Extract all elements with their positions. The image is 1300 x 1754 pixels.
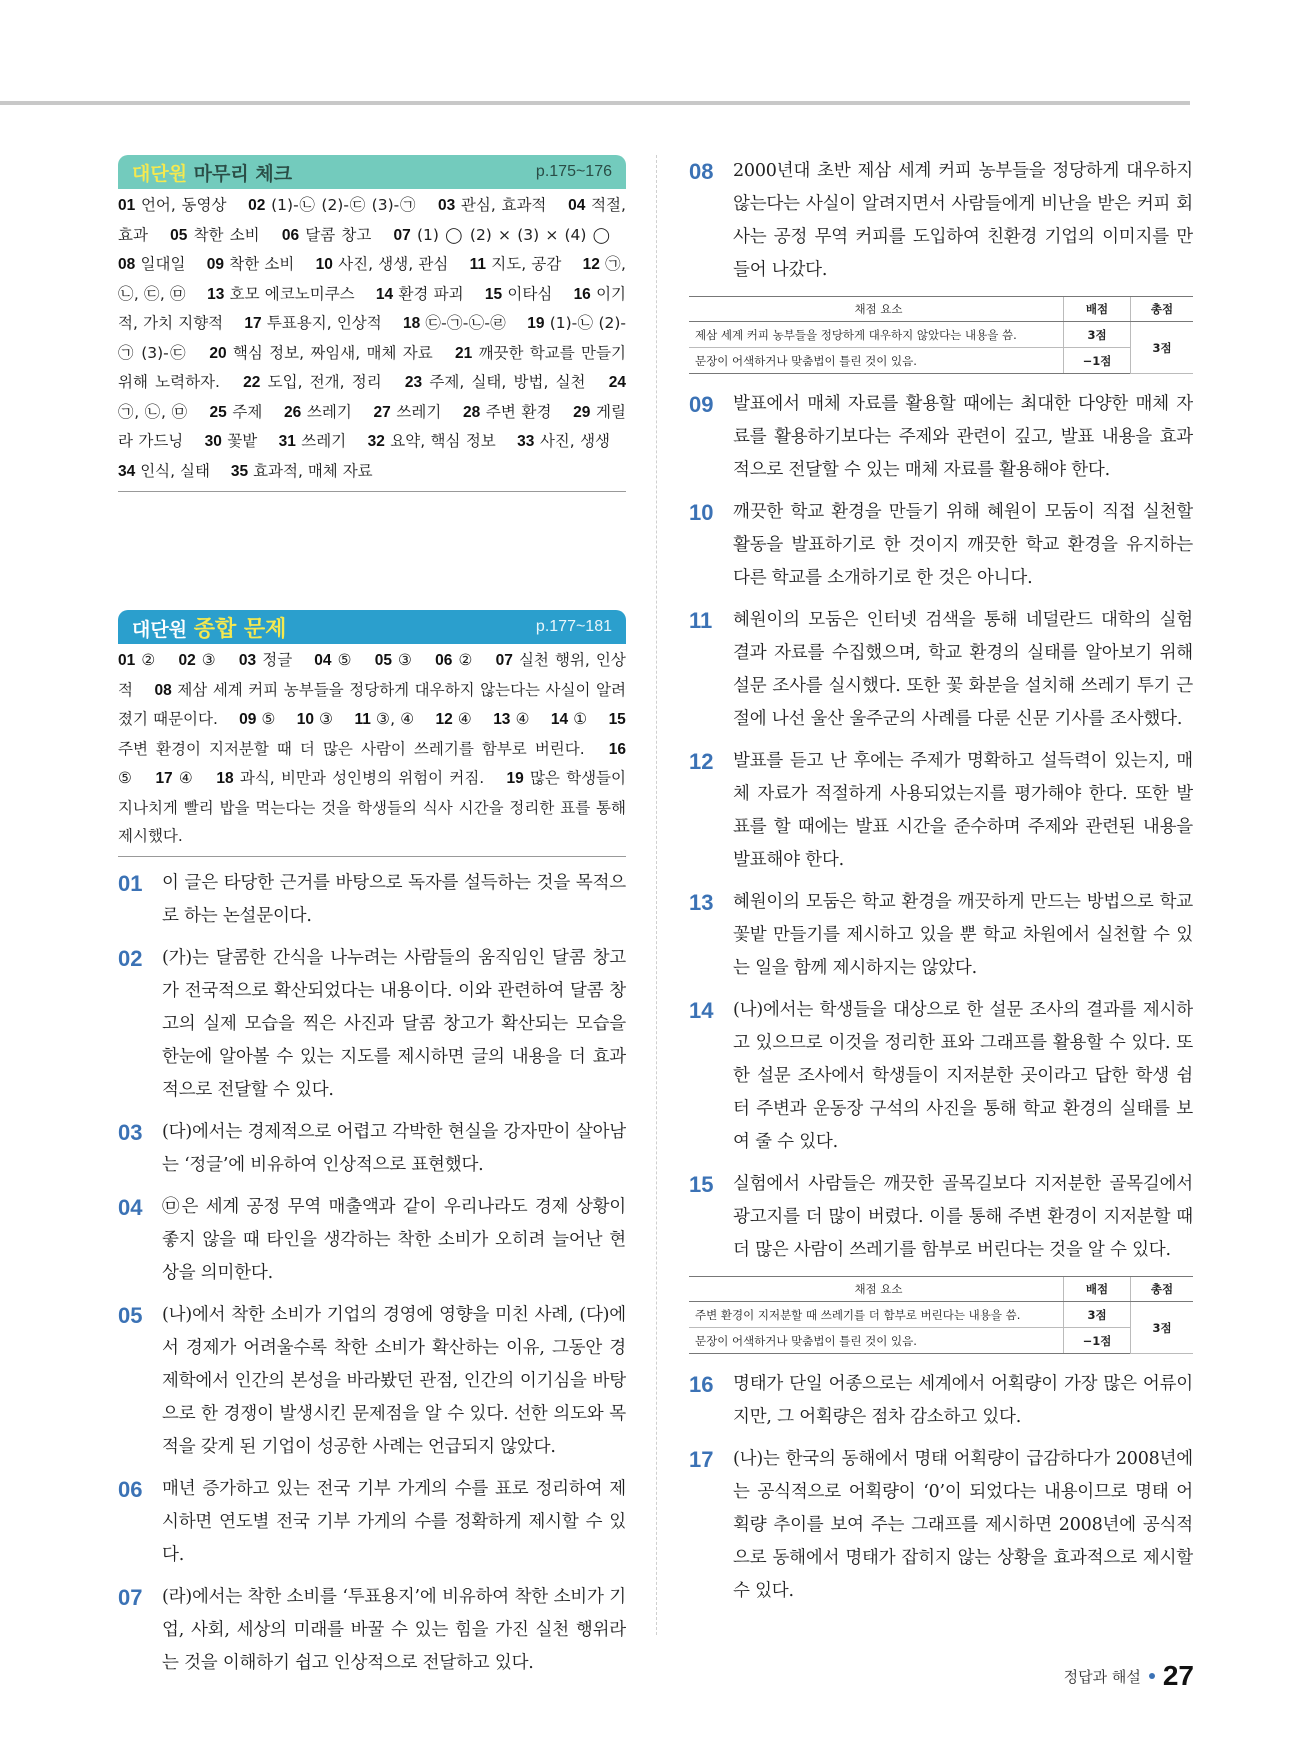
answer-item xyxy=(205,432,258,450)
answer-number: 13 xyxy=(207,285,225,303)
scoring-table-15: 채점 요소 배점 총점 주변 환경이 지저분할 때 쓰레기를 더 함부로 버린다는 내용을 씀. 3점 3점 문장이 어색하거나 맞춤법이 틀린 것이 있음. −1점 xyxy=(689,1276,1193,1354)
explanation-07 xyxy=(118,1581,626,1680)
question-number: 03 xyxy=(118,1120,143,1145)
answer-item xyxy=(244,314,381,332)
answer-number: 07 xyxy=(393,226,411,244)
explanation-text: (나)에서 착한 소비가 기업의 경영에 영향을 미친 사례, (다)에서 경제가 어려울수록 착한 소비가 확산하는 이유, 그동안 경제학에서 인간의 본성을 바라봤던 관점, 인간의 이기심을 바탕으로 한 경쟁이 발생시킨 문제점을 알 수 있다. 선한 의도와 목적을 갖게 된 기업이 성공한 사례는 언급되지 않았다. xyxy=(162,1305,626,1457)
answer-number: 18 xyxy=(216,770,234,787)
page-footer xyxy=(1064,1660,1194,1692)
answer-item xyxy=(436,710,473,728)
answer-number: 06 xyxy=(435,652,453,669)
explanation-17: 17 (나)는 한국의 동해에서 명태 어획량이 급감하다가 2008년에는 공식적으로 어획량이 ‘0’이 되었다는 내용이므로 명태 어획량 추이를 보여 주는 그래프를 제시하면 2008년에 공식적으로 동해에서 명태가 잡히지 않는 상황을 효과적으로 제시할 수 있다. xyxy=(689,1447,1193,1601)
answer-text: 쓰레기 xyxy=(306,402,352,421)
answer-text: ㉠, ㉡, ㉤ xyxy=(118,402,188,421)
answer-item xyxy=(405,373,586,391)
answer-text: 효과적, 매체 자료 xyxy=(253,461,373,480)
answer-item xyxy=(376,285,464,303)
answer-number: 18 xyxy=(402,315,421,332)
answer-number: 12 xyxy=(582,256,600,273)
answer-item xyxy=(316,255,449,273)
answer-text: 지도, 공감 xyxy=(491,255,562,273)
explanation-13: 13 혜원이의 모둠은 학교 환경을 깨끗하게 만드는 방법으로 학교 꽃밭 만들기를 제시하고 있을 뿐 학교 차원에서 실천할 수 있는 일을 함께 제시하지는 않았다. xyxy=(689,890,1193,978)
explanation-01 xyxy=(118,867,626,933)
answer-text: ② xyxy=(141,651,157,669)
answer-number: 24 xyxy=(608,374,626,391)
explanation-text: (다)에서는 경제적으로 어렵고 각박한 현실을 강자만이 살아남는 ‘정글’에 비유하여 인상적으로 표현했다. xyxy=(162,1122,626,1175)
answer-number: 10 xyxy=(315,256,333,273)
answer-text: ① xyxy=(573,710,588,728)
footer-label: 정답과 해설 xyxy=(1063,1667,1141,1686)
answer-number: 19 xyxy=(527,315,545,332)
answer-text: 환경 파괴 xyxy=(398,284,464,303)
answer-text: 쓰레기 xyxy=(301,432,347,450)
answer-number: 19 xyxy=(506,770,524,787)
answer-text: 적절, 효과 xyxy=(118,196,626,244)
explanation-text: (가)는 달콤한 간식을 나누려는 사람들의 움직임인 달콤 창고가 전국적으로 확산되었다는 내용이다. 이와 관련하여 달콤 창고의 실제 모습을 찍은 사진과 달콤 창고가 확산되는 모습을 한눈에 알아볼 수 있는 지도를 제시하면 글의 내용을 더 효과적으로 전달할 수 있다. xyxy=(162,948,626,1100)
answer-text: ③ xyxy=(319,710,334,728)
answer-item xyxy=(207,255,295,273)
answer-item xyxy=(368,432,496,450)
answer-text: 과식, 비만과 성인병의 위험이 커짐. xyxy=(239,769,485,787)
answer-number: 06 xyxy=(281,226,300,244)
question-number: 02 xyxy=(118,946,143,971)
answer-text: ⑤ xyxy=(337,651,353,669)
answer-text: 착한 소비 xyxy=(229,255,295,273)
answer-text: 인식, 실태 xyxy=(140,461,210,480)
explanation-text: 이 글은 타당한 근거를 바탕으로 독자를 설득하는 것을 목적으로 하는 논설문이다. xyxy=(162,873,626,926)
page-number: 27 xyxy=(1162,1660,1194,1691)
explanation-03 xyxy=(118,1116,626,1182)
answer-number: 08 xyxy=(154,681,172,699)
answer-item xyxy=(243,373,382,391)
explanation-14: 14 (나)에서는 학생들을 대상으로 한 설문 조사의 결과를 제시하고 있으므로 이것을 정리한 표와 그래프를 활용할 수 있다. 또한 설문 조사에서 학생들이 지저분한 곳이라고 답한 학생 쉼터 주변과 운동장 구석의 사진을 통해 학교 환경의 실태를 보여 줄 수 있다. xyxy=(689,998,1193,1152)
explanation-12: 12 발표를 듣고 난 후에는 주제가 명확하고 설득력이 있는지, 매체 자료가 적절하게 사용되었는지를 평가해야 한다. 또한 발표를 할 때에는 발표 시간을 준수하며 주제와 관련된 내용을 발표해야 한다. xyxy=(689,749,1193,870)
answer-item xyxy=(282,226,372,244)
question-number: 06 xyxy=(118,1477,143,1502)
answer-number: 03 xyxy=(437,197,456,214)
answer-text: 정글 xyxy=(262,651,293,669)
answer-number: 04 xyxy=(568,197,586,214)
answer-item xyxy=(297,710,334,728)
answer-item xyxy=(551,710,588,728)
answer-text: 깨끗한 학교를 만들기 위해 노력하자. xyxy=(118,343,626,391)
check-section-pages: p.175~176 xyxy=(535,163,612,180)
answer-number: 34 xyxy=(118,462,136,480)
explanation-11: 11 혜원이의 모둠은 인터넷 검색을 통해 네덜란드 대학의 실험 결과 자료를 수집했으며, 학교 환경의 실태를 알아보기 위해 설문 조사를 실시했다. 또한 꽃 화분을 설치해 쓰레기 투기 근절에 나선 울산 울주군의 사례를 다룬 신문 기사를 조사했다. xyxy=(689,608,1193,729)
left-column xyxy=(118,155,626,1689)
answer-item xyxy=(216,769,484,787)
answer-text: ㉢-㉠-㉡-㉣ xyxy=(425,314,507,332)
answer-number: 09 xyxy=(206,256,224,273)
answer-text: ④ xyxy=(457,710,473,728)
right-column xyxy=(689,155,1193,1617)
explanation-15: 15 실험에서 사람들은 깨끗한 골목길보다 지저분한 골목길에서 광고지를 더 많이 버렸다. 이를 통해 주변 환경이 지저분할 때 더 많은 사람이 쓰레기를 함부로 버린다는 것을 알 수 있다. xyxy=(689,1172,1193,1260)
comp-section-header xyxy=(118,610,626,644)
answer-number: 10 xyxy=(296,711,315,728)
answer-text: 도입, 전개, 정리 xyxy=(267,373,382,391)
answer-item xyxy=(438,196,546,214)
answer-item xyxy=(485,285,552,303)
answer-number: 09 xyxy=(239,711,257,728)
answer-item xyxy=(231,462,373,480)
answer-number: 15 xyxy=(608,711,626,728)
answer-number: 32 xyxy=(367,433,385,450)
check-answers xyxy=(118,189,626,492)
explanation-06 xyxy=(118,1473,626,1572)
answer-item xyxy=(375,651,413,669)
answer-number: 05 xyxy=(170,226,188,244)
comp-section-pages: p.177~181 xyxy=(535,618,612,635)
explanation-08: 08 2000년대 초반 제삼 세계 커피 농부들을 정당하게 대우하지 않는다는 사실이 알려지면서 사람들에게 비난을 받은 커피 회사는 공정 무역 커피를 도입하여 친환경 기업의 이미지를 만들어 나갔다. xyxy=(689,159,1193,280)
answer-text: 게릴라 가드닝 xyxy=(118,402,626,450)
answer-item xyxy=(470,255,562,273)
answer-number: 23 xyxy=(404,374,423,391)
answer-item xyxy=(284,403,352,421)
answer-item xyxy=(118,651,156,669)
answer-item xyxy=(207,285,355,303)
answer-number: 26 xyxy=(284,403,302,421)
answer-number: 08 xyxy=(118,256,136,273)
answer-text: (1)-㉡ (2)-㉠ (3)-㉢ xyxy=(118,314,627,362)
answer-item xyxy=(239,651,292,669)
explanation-16: 16 명태가 단일 어종으로는 세계에서 어획량이 가장 많은 어류이지만, 그 어획량은 점차 감소하고 있다. xyxy=(689,1372,1193,1427)
footer-dot xyxy=(1149,1673,1155,1679)
answer-text: 착한 소비 xyxy=(193,225,260,244)
explanation-10: 10 깨끗한 학교 환경을 만들기 위해 혜원이 모둠이 직접 실천할 활동을 발표하기로 한 것이지 깨끗한 학교 환경을 유지하는 다른 학교를 소개하기로 한 것은 아니다. xyxy=(689,500,1193,588)
answer-text: (1)-㉡ (2)-㉢ (3)-㉠ xyxy=(271,196,417,214)
check-section-title: 대단원 마무리 체크 xyxy=(132,162,293,185)
answer-number: 05 xyxy=(374,652,392,669)
answer-text: 제삼 세계 커피 농부들을 정당하게 대우하지 않는다는 사실이 알려졌기 때문이다. xyxy=(118,680,626,728)
check-section-header xyxy=(118,155,626,189)
answer-number: 11 xyxy=(354,711,371,728)
answer-text: ② xyxy=(458,651,474,669)
answer-number: 22 xyxy=(243,374,261,391)
explanation-09: 09 발표에서 매체 자료를 활용할 때에는 최대한 다양한 매체 자료를 활용하기보다는 주제와 관련이 깊고, 발표 내용을 효과적으로 전달할 수 있는 매체 자료를 활용해야 한다. xyxy=(689,392,1193,480)
explanation-02 xyxy=(118,942,626,1107)
answer-number: 07 xyxy=(495,652,513,669)
answer-text: 쓰레기 xyxy=(396,402,442,421)
answer-number: 02 xyxy=(178,652,196,669)
answer-number: 17 xyxy=(244,315,262,332)
answer-item xyxy=(239,710,276,728)
explanation-05 xyxy=(118,1299,626,1464)
answer-text: 언어, 동영상 xyxy=(140,196,227,214)
question-number: 01 xyxy=(118,871,143,896)
answer-number: 28 xyxy=(462,403,481,421)
answer-number: 13 xyxy=(493,711,511,728)
answer-item xyxy=(155,769,194,787)
top-rule xyxy=(0,101,1190,105)
answer-text: 주제, 실태, 방법, 실천 xyxy=(429,373,586,391)
answer-text: ④ xyxy=(515,710,530,728)
answer-number: 14 xyxy=(375,285,394,303)
answer-item xyxy=(118,196,226,214)
answer-number: 21 xyxy=(455,344,473,362)
answer-item xyxy=(178,651,216,669)
answer-item xyxy=(373,403,441,421)
answer-text: 일대일 xyxy=(140,255,186,273)
answer-number: 17 xyxy=(155,770,173,787)
answer-number: 27 xyxy=(373,403,391,421)
answer-number: 04 xyxy=(314,652,332,669)
answer-text: (1) ◯ (2) × (3) × (4) ◯ xyxy=(416,225,610,244)
answer-text: 주변 환경 xyxy=(485,402,552,421)
answer-number: 16 xyxy=(608,740,626,758)
answer-item xyxy=(463,403,551,421)
answer-number: 02 xyxy=(248,197,266,214)
explanation-text: (라)에서는 착한 소비를 ‘투표용지’에 비유하여 착한 소비가 기업, 사회, 세상의 미래를 바꿀 수 있는 힘을 가진 실천 행위라는 것을 이해하기 쉽고 인상적으로 전달하고 있다. xyxy=(162,1587,626,1673)
answer-text: ③, ④ xyxy=(376,710,415,728)
answer-number: 01 xyxy=(118,197,136,214)
answer-text: ⑤ xyxy=(118,769,134,787)
answer-text: 주제 xyxy=(232,402,263,421)
answer-text: ㉠, ㉡, ㉢, ㉤ xyxy=(118,255,626,303)
answer-item xyxy=(209,344,432,362)
answer-number: 30 xyxy=(204,433,222,450)
answer-text: 호모 에코노미쿠스 xyxy=(229,284,355,303)
answer-text: 투표용지, 인상적 xyxy=(266,314,382,332)
answer-text: 요약, 핵심 정보 xyxy=(390,432,496,450)
answer-text: 꽃밭 xyxy=(227,432,258,450)
explanation-text: ㉤은 세계 공정 무역 매출액과 같이 우리나라도 경제 상황이 좋지 않을 때 타인을 생각하는 착한 소비가 오히려 늘어난 현상을 의미한다. xyxy=(162,1197,626,1283)
answer-item xyxy=(209,403,262,421)
answer-number: 25 xyxy=(209,403,227,421)
answer-text: 달콤 창고 xyxy=(305,225,372,244)
explanation-text: 매년 증가하고 있는 전국 기부 가게의 수를 표로 정리하여 제시하면 연도별 전국 기부 가게의 수를 정확하게 제시할 수 있다. xyxy=(162,1479,626,1565)
answer-text: ⑤ xyxy=(261,710,276,728)
comp-section-title: 대단원 종합 문제 xyxy=(132,616,287,642)
answer-item xyxy=(314,651,352,669)
answer-item xyxy=(517,432,610,450)
answer-item xyxy=(118,462,210,480)
answer-number: 12 xyxy=(435,711,453,728)
answer-text: ④ xyxy=(178,769,195,787)
answer-text: 사진, 생생 xyxy=(539,432,611,450)
answer-text: 실천 행위, 인상적 xyxy=(118,651,626,699)
answer-item xyxy=(279,432,347,450)
answer-item xyxy=(248,196,416,214)
answer-item xyxy=(435,651,473,669)
question-number: 04 xyxy=(118,1195,143,1220)
answer-text: 이타심 xyxy=(507,284,553,303)
left-explanations xyxy=(118,867,626,1680)
answer-text: ③ xyxy=(201,651,217,669)
answer-text: 사진, 생생, 관심 xyxy=(338,255,449,273)
comp-answers xyxy=(118,644,626,857)
explanation-04 xyxy=(118,1191,626,1290)
scoring-table-08: 채점 요소 배점 총점 제삼 세계 커피 농부들을 정당하게 대우하지 않았다는 내용을 씀. 3점 3점 문장이 어색하거나 맞춤법이 틀린 것이 있음. −1점 xyxy=(689,296,1193,374)
answer-number: 31 xyxy=(278,433,296,450)
question-number: 05 xyxy=(118,1303,143,1328)
answer-number: 16 xyxy=(573,285,591,303)
answer-number: 03 xyxy=(238,652,257,669)
answer-item xyxy=(170,226,260,244)
answer-text: ③ xyxy=(398,651,414,669)
answer-number: 29 xyxy=(573,403,591,421)
answer-number: 01 xyxy=(118,652,136,669)
column-divider xyxy=(656,155,657,1635)
answer-number: 20 xyxy=(209,344,227,362)
answer-text: 핵심 정보, 짜임새, 매체 자료 xyxy=(232,343,433,362)
answer-number: 35 xyxy=(230,462,249,480)
question-number: 07 xyxy=(118,1585,143,1610)
answer-number: 33 xyxy=(517,433,535,450)
answer-number: 15 xyxy=(484,285,503,303)
answer-item xyxy=(354,710,414,728)
answer-item xyxy=(493,710,530,728)
answer-item xyxy=(394,226,610,244)
answer-item xyxy=(118,255,185,273)
answer-item xyxy=(403,314,506,332)
answer-text: 이기적, 가치 지향적 xyxy=(118,284,627,332)
answer-text: 많은 학생들이 지나치게 빨리 밥을 먹는다는 것을 학생들의 식사 시간을 정리한 표를 통해 제시했다. xyxy=(118,769,626,845)
answer-number: 11 xyxy=(469,256,487,273)
answer-number: 14 xyxy=(550,711,569,728)
answer-text: 관심, 효과적 xyxy=(460,196,547,214)
answer-text: 주변 환경이 지저분할 때 더 많은 사람이 쓰레기를 함부로 버린다. xyxy=(118,739,585,758)
